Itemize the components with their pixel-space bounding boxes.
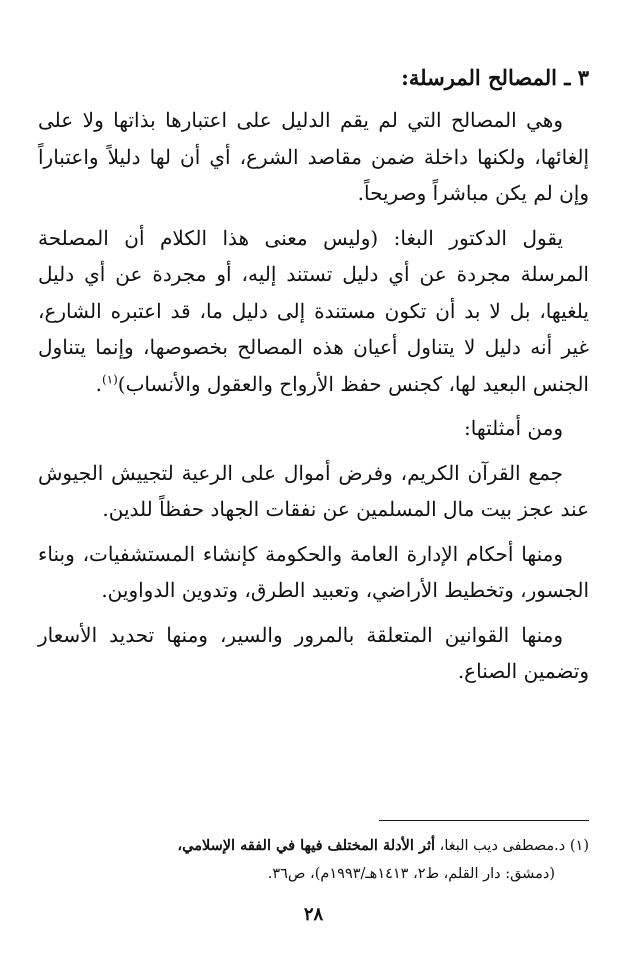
paragraph-example-administration bbox=[38, 536, 589, 609]
paragraph-text: ومن أمثلتها: bbox=[464, 416, 563, 440]
paragraph-text: جمع القرآن الكريم، وفرض أموال على الرعية لتجييش الجيوش عند عجز بيت مال المسلمين عن نفقات الجهاد حفظاً للدين. bbox=[38, 460, 589, 521]
footnote-line-1 bbox=[38, 832, 589, 860]
footnote-book-title: أثر الأدلة المختلف فيها في الفقه الإسلامي، bbox=[177, 837, 436, 854]
paragraph-text: ومنها القوانين المتعلقة بالمرور والسير، ومنها تحديد الأسعار وتضمين الصناع. bbox=[38, 622, 589, 683]
paragraph-example-quran bbox=[38, 455, 589, 528]
paragraph-definition bbox=[38, 102, 589, 212]
footnote-divider bbox=[379, 820, 589, 821]
footnote-publication: (دمشق: دار القلم، ط٢، ١٤١٣هـ/١٩٩٣م)، ص٣٦. bbox=[267, 866, 555, 882]
paragraph-example-traffic bbox=[38, 617, 589, 690]
paragraph-text: وهي المصالح التي لم يقم الدليل على اعتبارها بذاتها ولا على إلغائها، ولكنها داخلة ضمن مقاصد الشرع، أي أن لها دليلاً واعتباراً وإن لم يكن مباشراً وصريحاً. bbox=[38, 108, 589, 205]
footnote-number: (١) bbox=[569, 838, 589, 854]
footnote bbox=[38, 832, 589, 888]
section-heading: ٣ ـ المصالح المرسلة: bbox=[401, 65, 589, 90]
paragraph-examples-intro bbox=[38, 410, 589, 447]
footnote-reference[interactable]: (١) bbox=[101, 371, 118, 386]
paragraph-text: ومنها أحكام الإدارة العامة والحكومة كإنشاء المستشفيات، وبناء الجسور، وتخطيط الأراضي، وتعبيد الطرق، وتدوين الدواوين. bbox=[38, 541, 589, 602]
paragraph-quote bbox=[38, 220, 589, 403]
page-number: ٢٨ bbox=[303, 904, 324, 925]
footnote-author: د.مصطفى ديب البغا، bbox=[439, 838, 566, 854]
paragraph-text: يقول الدكتور البغا: (وليس معنى هذا الكلام أن المصلحة المرسلة مجردة عن أي دليل تستند إليه، أو مجردة عن أي دليل يلغيها، بل لا بد أن تكون مستندة إلى دليل ما، قد اعتبره الشارع، غير أنه دليل لا يتناول أعيان هذه المصالح بخصوصها، وإنما يتناول الجنس البعيد لها، كجنس حفظ الأرواح والعقول والأنساب) bbox=[38, 225, 589, 396]
paragraph-end: . bbox=[95, 371, 102, 396]
